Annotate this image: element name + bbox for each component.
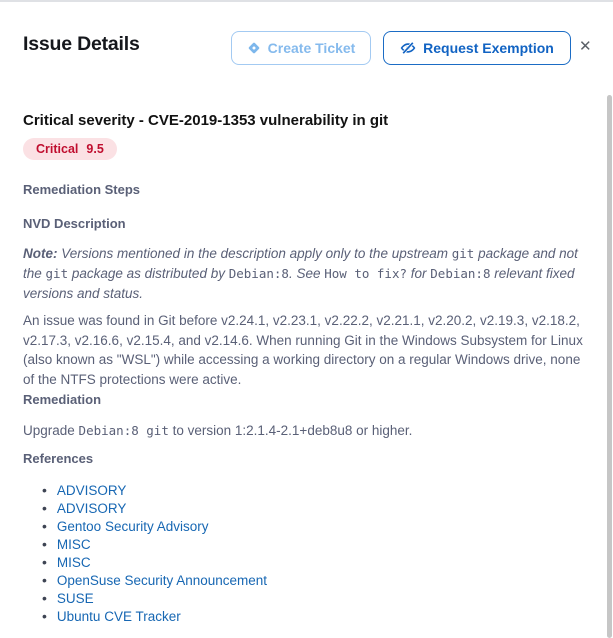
- eye-slash-icon: [400, 40, 416, 56]
- create-ticket-label: Create Ticket: [267, 40, 356, 56]
- remediation-text: Upgrade Debian:8 git to version 1:2.1.4-2.1+deb8u8 or higher.: [23, 423, 413, 438]
- nvd-note: Note: Versions mentioned in the description apply only to the upstream git package and not the git package as distributed by Debian:8. See How to fix? for Debian:8 relevant fixed versions and status.: [23, 246, 578, 301]
- references-heading: References: [23, 451, 94, 466]
- list-item: [42, 553, 267, 571]
- reference-link[interactable]: • Ubuntu CVE Tracker: [56, 608, 181, 624]
- severity-label: Critical: [36, 142, 79, 156]
- severity-score: 9.5: [86, 142, 104, 156]
- page-title: Issue Details: [23, 33, 140, 55]
- create-ticket-button[interactable]: [231, 31, 371, 65]
- list-item: [42, 589, 267, 607]
- reference-link[interactable]: • ADVISORY: [56, 482, 127, 498]
- remediation-steps-heading: Remediation Steps: [23, 182, 141, 197]
- diamond-icon: [247, 41, 261, 55]
- note-label: Note:: [23, 246, 58, 261]
- panel-top-divider: [0, 0, 613, 2]
- list-item: [42, 499, 267, 517]
- severity-badge: [23, 138, 117, 160]
- code-inline: Debian:8: [430, 266, 491, 281]
- references-list: [42, 481, 267, 625]
- nvd-description-heading: NVD Description: [23, 216, 126, 231]
- reference-link[interactable]: • SUSE: [56, 590, 94, 606]
- request-exemption-button[interactable]: [383, 31, 571, 65]
- list-item: [42, 517, 267, 535]
- list-item: [42, 481, 267, 499]
- remediation-heading: Remediation: [23, 392, 102, 407]
- issue-title: Critical severity - CVE-2019-1353 vulnerability in git: [23, 112, 389, 129]
- code-inline: Debian:8 git: [78, 423, 169, 438]
- reference-link[interactable]: • OpenSuse Security Announcement: [56, 572, 268, 588]
- request-exemption-label: Request Exemption: [423, 40, 554, 56]
- vertical-scrollbar-thumb[interactable]: [607, 95, 612, 638]
- reference-link[interactable]: • MISC: [56, 536, 91, 552]
- list-item: [42, 535, 267, 553]
- close-icon[interactable]: ✕: [579, 38, 592, 55]
- list-item: [42, 607, 267, 625]
- code-inline: How to fix?: [324, 266, 408, 281]
- list-item: [42, 571, 267, 589]
- code-inline: git: [451, 246, 475, 261]
- reference-link[interactable]: • MISC: [56, 554, 91, 570]
- code-inline: Debian:8: [228, 266, 289, 281]
- nvd-description-text: An issue was found in Git before v2.24.1, v2.23.1, v2.22.2, v2.21.1, v2.20.2, v2.19.3, v2.18.2, v2.17.3, v2.16.6, v2.15.4, and v2.14.6. When running Git in the Windows Subsystem for Linux (also known as "WSL") while accessing a working directory on a regular Windows drive, none of the NTFS protections were active.: [23, 313, 583, 387]
- reference-link[interactable]: • ADVISORY: [56, 500, 127, 516]
- reference-link[interactable]: • Gentoo Security Advisory: [56, 518, 209, 534]
- code-inline: git: [45, 266, 69, 281]
